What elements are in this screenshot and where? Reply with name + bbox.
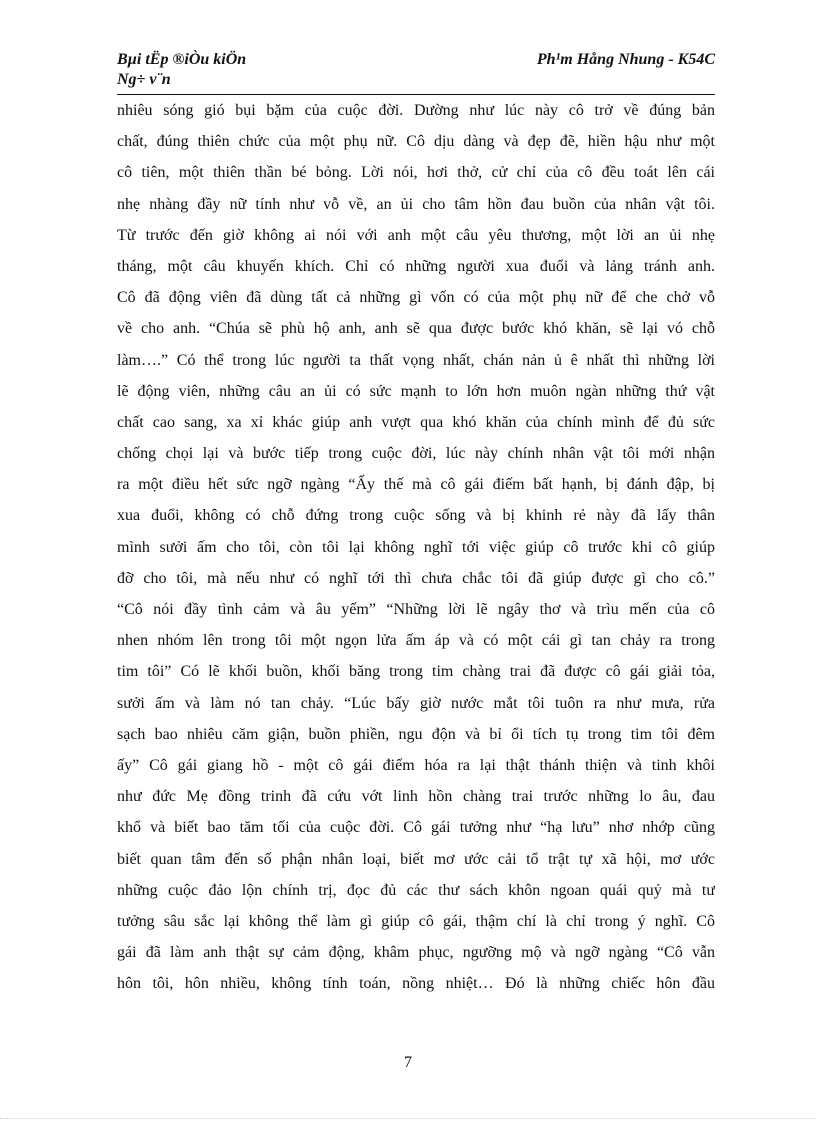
- page-bottom-divider: [0, 1118, 816, 1119]
- text-line: cô tiên, một thiên thần bé bỏng. Lời nói, hơi thở, cử chỉ của cô đều toát lên cái: [117, 164, 715, 182]
- text-line: xua đuổi, không có chỗ đứng trong cuộc sống và bị khinh rẻ này đã lấy thân: [117, 507, 715, 525]
- header-subject: Ng÷ v¨n: [117, 71, 171, 88]
- text-line: sưởi ấm và làm nó tan chảy. “Lúc bấy giờ nước mắt tôi tuôn ra như mưa, rửa: [117, 694, 715, 712]
- text-line: “Cô nói đầy tình cảm và âu yếm” “Những lời lẽ ngây thơ và trìu mến của cô: [117, 601, 715, 618]
- header-author: Ph¹m Hång Nhung - K54C: [536, 51, 715, 68]
- text-line: chống chọi lại và bước tiếp trong cuộc đời, lúc này chính nhân vật tôi mới nhận: [117, 445, 715, 463]
- page-number: 7: [404, 1054, 412, 1071]
- text-line: nhẹ nhàng đầy nữ tính như vỗ về, an ủi cho tâm hồn đau buồn của nhân vật tôi.: [117, 195, 715, 213]
- text-line: nhiêu sóng gió bụi bặm của cuộc đời. Dường như lúc này cô trở về đúng bản: [117, 102, 715, 119]
- text-line: biết quan tâm đến số phận nhân loại, biết mơ ước cải tổ trật tự xã hội, mơ ước: [117, 850, 715, 868]
- text-line: gái đã làm anh thật sự cảm động, khâm phục, ngưỡng mộ và ngỡ ngàng “Cô vẫn: [117, 944, 715, 962]
- text-line: ấy” Cô gái giang hồ - một cô gái điếm hóa ra lại thật thánh thiện và tinh khôi: [117, 756, 715, 774]
- text-line: về cho anh. “Chúa sẽ phù hộ anh, anh sẽ qua được bước khó khăn, sẽ lại vó chỗ: [117, 320, 715, 338]
- text-line: tưởng sâu sắc lại không thể làm gì giúp cô gái, thậm chí là chỉ trong ý nghĩ. Cô: [117, 912, 715, 930]
- text-line: sạch bao nhiêu căm giận, buồn phiền, ngu độn và bỉ ổi tích tụ trong tim tôi đêm: [117, 725, 715, 743]
- text-line: tim tôi” Có lẽ khối buồn, khối băng trong tim chàng trai đã được cô gái giải tỏa,: [117, 663, 715, 681]
- text-line: tháng, một câu khuyến khích. Chỉ có những người xua đuổi và lảng tránh anh.: [117, 257, 715, 275]
- text-line: nhen nhóm lên trong tôi một ngọn lửa ấm áp và có một cái gì tan chảy ra trong: [117, 632, 715, 650]
- body-text: [117, 95, 715, 999]
- text-line: mình sưởi ấm cho tôi, còn tôi lại không nghĩ tới việc giúp cô trước khi cô giúp: [117, 538, 715, 556]
- text-line: Từ trước đến giờ không ai nói với anh một câu yêu thương, một lời an ủi nhẹ: [117, 226, 715, 244]
- text-line: hôn tôi, hôn nhiều, không tính toán, nồng nhiệt… Đó là những chiếc hôn đầu: [117, 975, 715, 993]
- text-line: làm….” Có thể trong lúc người ta thất vọng nhất, chán nản ủ ê nhất thì những lời: [117, 351, 715, 369]
- text-line: Cô đã động viên đã dùng tất cả những gì vốn có của một phụ nữ để che chở vỗ: [117, 289, 715, 307]
- text-line: đỡ cho tôi, mà nếu như có nghĩ tới thì chưa chắc tôi đã giúp được gì cho cô.”: [117, 569, 715, 587]
- text-line: chất, đúng thiên chức của một phụ nữ. Cô dịu dàng và đẹp đẽ, hiền hậu như một: [117, 133, 715, 151]
- text-line: như đức Mẹ đồng trinh đã cứu vớt linh hồn chàng trai trước những lo âu, đau: [117, 788, 715, 806]
- text-line: ra một điều hết sức ngỡ ngàng “Ấy thế mà cô gái điếm bất hạnh, bị đánh đập, bị: [117, 476, 715, 494]
- text-line: những cuộc đảo lộn chính trị, đọc đủ các thư sách khôn ngoan quái quỷ mà tư: [117, 881, 715, 899]
- text-line: chất cao sang, xa xỉ khác giúp anh vượt qua khó khăn của chính mình để đủ sức: [117, 413, 715, 431]
- header-left: [117, 50, 246, 90]
- text-line: lẽ động viên, những câu an ủi có sức mạnh to lớn hơn muôn ngàn những thứ vật: [117, 382, 715, 400]
- page-header: [117, 50, 715, 95]
- text-line: khổ và biết bao tăm tối của cuộc đời. Cô gái tưởng như “hạ lưu” nhơ nhớp cũng: [117, 819, 715, 837]
- header-course-title: Bµi tËp ®iÒu kiÖn: [117, 51, 247, 68]
